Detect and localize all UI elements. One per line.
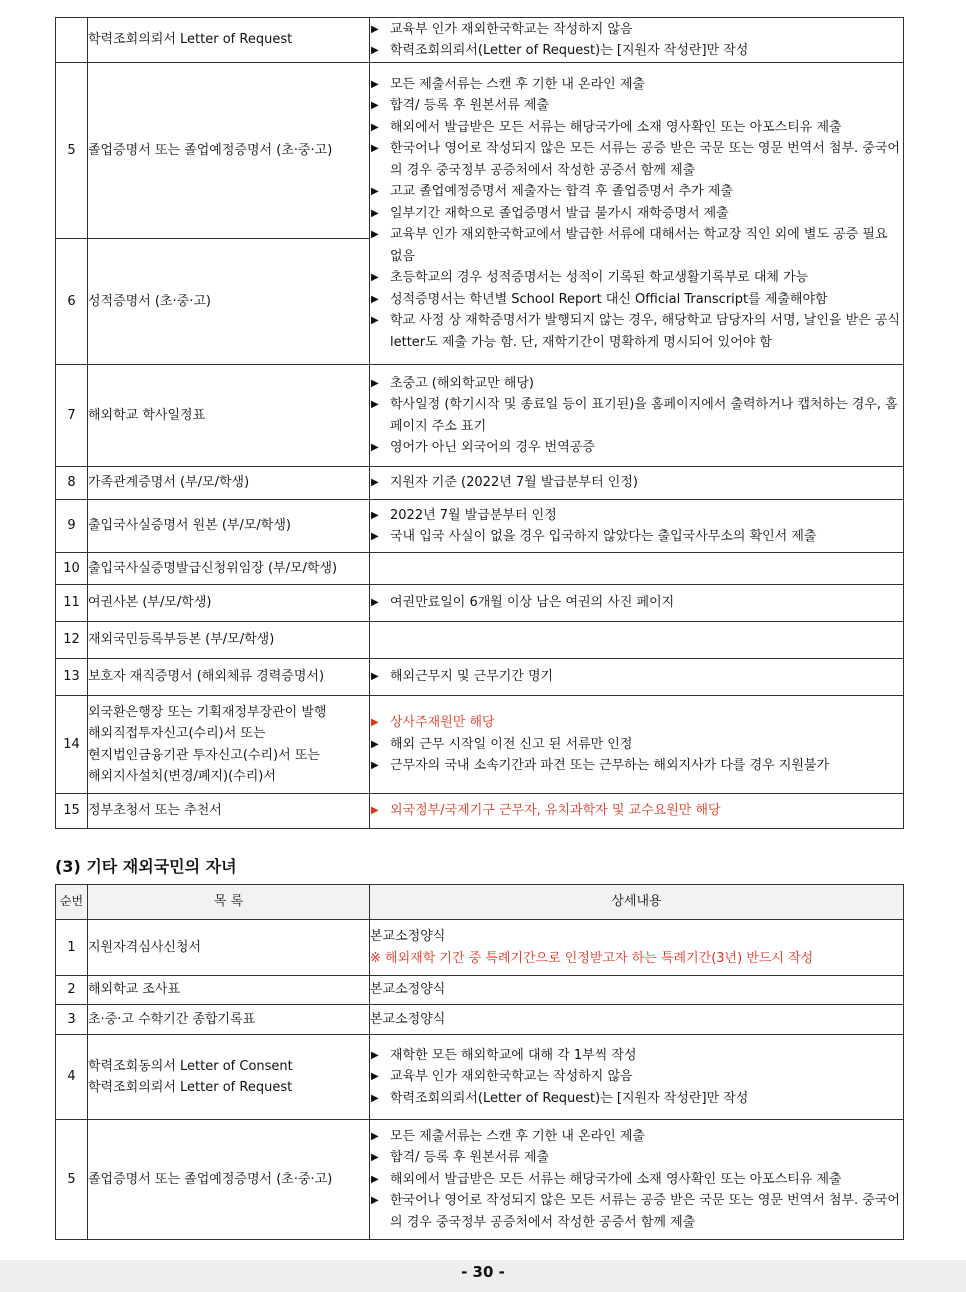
row-item: 여권사본 (부/모/학생)	[88, 585, 370, 622]
bullet-item: ▶ 교육부 인가 재외한국학교에서 발급한 서류에 대해서는 학교장 직인 외에 별도 공증 필요 없음	[370, 224, 903, 267]
bullet-item: ▶ 합격/ 등록 후 원본서류 제출	[370, 1147, 903, 1169]
detail-text: 본교소정양식	[370, 929, 446, 944]
row-item: 해외학교 학사일정표	[88, 365, 370, 467]
bullet-item: ▶ 고교 졸업예정증명서 제출자는 합격 후 졸업증명서 추가 제출	[370, 181, 903, 203]
bullet-item: ▶ 근무자의 국내 소속기간과 파견 또는 근무하는 해외지사가 다를 경우 지원불가	[370, 755, 903, 777]
table-row	[56, 1005, 904, 1035]
bullet-item: ▶ 해외 근무 시작일 이전 신고 된 서류만 인정	[370, 734, 903, 756]
item-line: 외국환은행장 또는 기획재정부장관이 발행	[88, 704, 327, 720]
highlight-bullet: ▶ 외국정부/국제기구 근무자, 유치과학자 및 교수요원만 해당	[370, 800, 903, 822]
table-row	[56, 467, 904, 500]
row-number: 5	[56, 63, 88, 239]
row-number: 4	[56, 1035, 88, 1120]
row-number: 11	[56, 585, 88, 622]
row-number: 13	[56, 659, 88, 696]
documents-table-other	[55, 884, 904, 1240]
table-row	[56, 794, 904, 829]
row-item: 학력조회의뢰서 Letter of Request	[88, 18, 370, 63]
row-number: 5	[56, 1120, 88, 1240]
bullet-item: ▶ 한국어나 영어로 작성되지 않은 모든 서류는 공증 받은 국문 또는 영문 번역서 첨부. 중국어의 경우 중국정부 공증처에서 작성한 공증서 함께 제출	[370, 138, 903, 181]
bullet-item: ▶ 2022년 7월 발급분부터 인정	[370, 505, 903, 527]
row-detail	[370, 794, 904, 829]
row-detail	[370, 622, 904, 659]
row-item	[88, 696, 370, 794]
row-detail	[370, 18, 904, 63]
item-line: 해외지사설치(변경/폐지)(수리)서	[88, 769, 276, 784]
row-number: 15	[56, 794, 88, 829]
header-item: 목 록	[88, 885, 370, 920]
row-detail	[370, 659, 904, 696]
row-detail	[370, 920, 904, 976]
row-item: 졸업증명서 또는 졸업예정증명서 (초·중·고)	[88, 1120, 370, 1240]
table-row	[56, 18, 904, 63]
row-number: 9	[56, 500, 88, 553]
header-detail: 상세내용	[370, 885, 904, 920]
row-number: 14	[56, 696, 88, 794]
bullet-item: ▶ 학력조회의뢰서(Letter of Request)는 [지원자 작성란]만 작성	[370, 40, 903, 62]
row-item: 해외학교 조사표	[88, 976, 370, 1005]
bullet-item: ▶ 초등학교의 경우 성적증명서는 성적이 기록된 학교생활기록부로 대체 가능	[370, 267, 903, 289]
row-item: 졸업증명서 또는 졸업예정증명서 (초·중·고)	[88, 63, 370, 239]
row-detail	[370, 696, 904, 794]
table-header-row	[56, 885, 904, 920]
row-item: 출입국사실증명발급신청위임장 (부/모/학생)	[88, 553, 370, 585]
table-row	[56, 976, 904, 1005]
row-item: 성적증명서 (초·중·고)	[88, 239, 370, 365]
row-item: 정부초청서 또는 추천서	[88, 794, 370, 829]
bullet-item: ▶ 국내 입국 사실이 없을 경우 입국하지 않았다는 출입국사무소의 확인서 제출	[370, 526, 903, 548]
table-row	[56, 365, 904, 467]
bullet-item: ▶ 교육부 인가 재외한국학교는 작성하지 않음	[370, 1066, 903, 1088]
row-item	[88, 1035, 370, 1120]
row-number: 3	[56, 1005, 88, 1035]
row-number: 10	[56, 553, 88, 585]
table-row	[56, 659, 904, 696]
bullet-item: ▶ 지원자 기준 (2022년 7월 발급분부터 인정)	[370, 472, 903, 494]
bullet-item: ▶ 해외근무지 및 근무기간 명기	[370, 666, 903, 688]
bullet-item: ▶ 학교 사정 상 재학증명서가 발행되지 않는 경우, 해당학교 담당자의 서명, 날인을 받은 공식 letter도 제출 가능 함. 단, 재학기간이 명확하게 명시되어 있어야 함	[370, 310, 903, 353]
bullet-item: ▶ 모든 제출서류는 스캔 후 기한 내 온라인 제출	[370, 1126, 903, 1148]
row-item: 재외국민등록부등본 (부/모/학생)	[88, 622, 370, 659]
detail-note-red: ※ 해외재학 기간 중 특례기간으로 인정받고자 하는 특례기간(3년) 반드시 작성	[370, 950, 814, 966]
bullet-item: ▶ 학력조회의뢰서(Letter of Request)는 [지원자 작성란]만 작성	[370, 1088, 903, 1110]
row-detail	[370, 500, 904, 553]
row-item: 초·중·고 수학기간 종합기록표	[88, 1005, 370, 1035]
row-detail	[370, 467, 904, 500]
row-number: 8	[56, 467, 88, 500]
row-detail: 본교소정양식	[370, 1005, 904, 1035]
row-detail	[370, 585, 904, 622]
row-item: 출입국사실증명서 원본 (부/모/학생)	[88, 500, 370, 553]
bullet-item: ▶ 해외에서 발급받은 모든 서류는 해당국가에 소재 영사확인 또는 아포스티유 제출	[370, 117, 903, 139]
row-item: 보호자 재직증명서 (해외체류 경력증명서)	[88, 659, 370, 696]
bullet-item: ▶ 해외에서 발급받은 모든 서류는 해당국가에 소재 영사확인 또는 아포스티유 제출	[370, 1169, 903, 1191]
bullet-item: ▶ 한국어나 영어로 작성되지 않은 모든 서류는 공증 받은 국문 또는 영문 번역서 첨부. 중국어의 경우 중국정부 공증처에서 작성한 공증서 함께 제출	[370, 1190, 903, 1233]
row-number	[56, 18, 88, 63]
bullet-item: ▶ 학사일정 (학기시작 및 종료일 등이 표기된)을 홈페이지에서 출력하거나 캡처하는 경우, 홈페이지 주소 표기	[370, 394, 903, 437]
header-num: 순번	[56, 885, 88, 920]
row-item: 가족관계증명서 (부/모/학생)	[88, 467, 370, 500]
table-row	[56, 553, 904, 585]
documents-table	[55, 17, 904, 829]
merged-detail	[370, 63, 904, 365]
bullet-item: ▶ 성적증명서는 학년별 School Report 대신 Official Transcript를 제출해야함	[370, 289, 903, 311]
row-number: 12	[56, 622, 88, 659]
row-detail	[370, 365, 904, 467]
highlight-bullet: ▶ 상사주재원만 해당	[370, 712, 903, 734]
table-row	[56, 696, 904, 794]
row-item: 지원자격심사신청서	[88, 920, 370, 976]
row-detail	[370, 553, 904, 585]
bullet-item: ▶ 초중고 (해외학교만 해당)	[370, 373, 903, 395]
row-detail	[370, 1120, 904, 1240]
row-number: 7	[56, 365, 88, 467]
row-number: 6	[56, 239, 88, 365]
table-row	[56, 63, 904, 239]
row-number: 2	[56, 976, 88, 1005]
item-line: 현지법인금융기관 투자신고(수리)서 또는	[88, 747, 320, 763]
table-row	[56, 920, 904, 976]
table-row	[56, 622, 904, 659]
item-line: 학력조회동의서 Letter of Consent	[88, 1058, 293, 1074]
row-number: 1	[56, 920, 88, 976]
page-number: - 30 -	[461, 1263, 505, 1281]
table-row	[56, 1120, 904, 1240]
bullet-item: ▶ 영어가 아닌 외국어의 경우 번역공증	[370, 437, 903, 459]
bullet-item: ▶ 여권만료일이 6개월 이상 남은 여권의 사진 페이지	[370, 592, 903, 614]
item-line: 학력조회의뢰서 Letter of Request	[88, 1080, 293, 1095]
table-row	[56, 585, 904, 622]
bullet-item: ▶ 모든 제출서류는 스캔 후 기한 내 온라인 제출	[370, 74, 903, 96]
row-detail: 본교소정양식	[370, 976, 904, 1005]
section-title: (3) 기타 재외국민의 자녀	[55, 857, 237, 876]
bullet-item: ▶ 재학한 모든 해외학교에 대해 각 1부씩 작성	[370, 1045, 903, 1067]
table-row	[56, 500, 904, 553]
bullet-item: ▶ 합격/ 등록 후 원본서류 제출	[370, 95, 903, 117]
bullet-item: ▶ 일부기간 재학으로 졸업증명서 발급 불가시 재학증명서 제출	[370, 203, 903, 225]
table-row	[56, 1035, 904, 1120]
bullet-item: ▶ 교육부 인가 재외한국학교는 작성하지 않음	[370, 19, 903, 41]
item-line: 해외직접투자신고(수리)서 또는	[88, 726, 266, 741]
row-detail	[370, 1035, 904, 1120]
